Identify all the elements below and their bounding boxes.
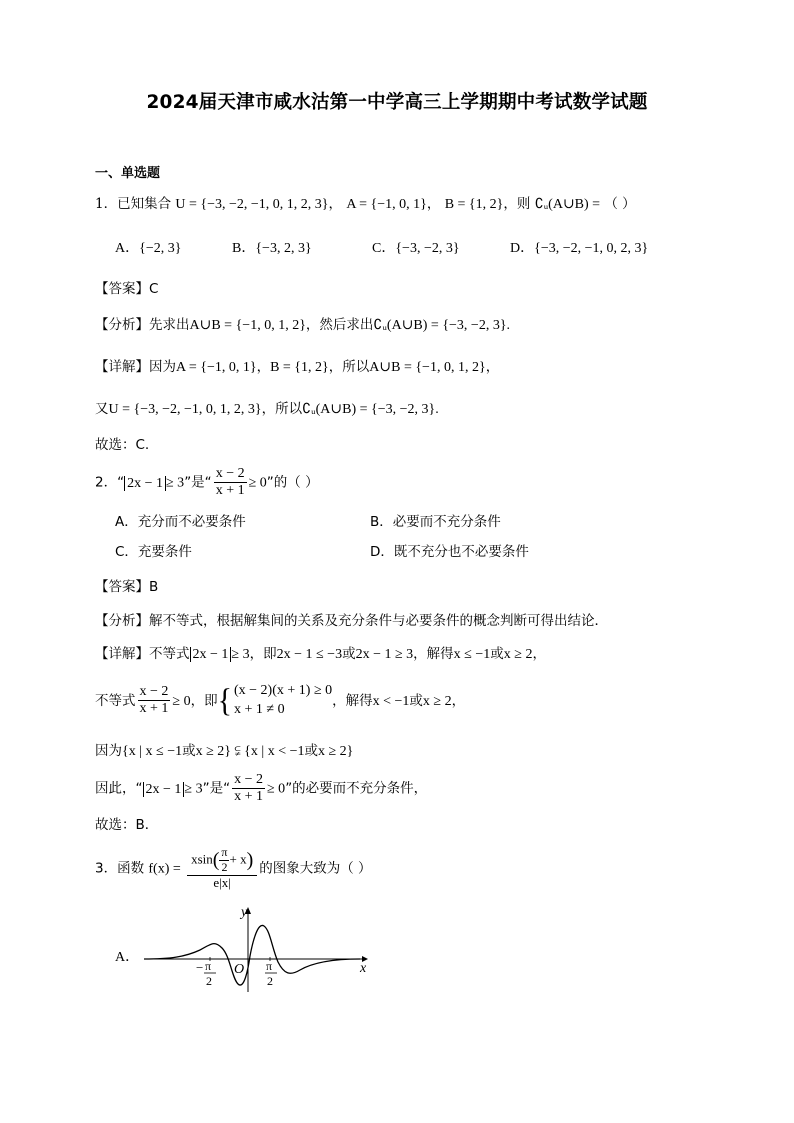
q1-option-a[interactable]: A．{−2, 3} <box>115 241 182 256</box>
neg-two-label: 2 <box>206 974 212 988</box>
origin-label: O <box>234 962 245 977</box>
q2-option-d[interactable]: D．既不充分也不必要条件 <box>370 544 529 560</box>
q3-stem: 3．函数 f(x) = xsin( $\frac{\pi}{2}$ + x) e|x| 的图象大致为（ ） <box>95 845 372 890</box>
q1-choose: 故选：C. <box>95 437 150 453</box>
q1-option-d[interactable]: D．{−3, −2, −1, 0, 2, 3} <box>510 241 649 256</box>
q2-detail-line1: 【详解】不等式 2x − 1 ≥ 3，即2x − 1 ≤ −3或2x − 1 ≥ 3，解得x ≤ −1或x ≥ 2， <box>95 646 546 662</box>
q2-analysis: 【分析】解不等式，根据解集间的关系及充分条件与必要条件的概念判断可得出结论． <box>95 613 608 629</box>
q2-detail-line2: 不等式 $\frac{x - 2}{x + 1}$ ≥ 0，即{ (x − 2)(x + 1) ≥ 0 x + 1 ≠ 0 ，解得x < −1或x ≥ 2， <box>95 682 466 719</box>
y-axis-label: y <box>241 905 248 920</box>
q1-analysis: 【分析】先求出A∪B = {−1, 0, 1, 2}，然后求出∁ᵤ(A∪B) = {−3, −2, 3}. <box>95 317 511 333</box>
neg-sign-label: − <box>196 960 204 975</box>
q2-detail-line3: 因为{x | x ≤ −1或x ≥ 2} ⫋ {x | x < −1或x ≥ 2} <box>95 743 354 759</box>
q1-stem: 1．已知集合 U = {−3, −2, −1, 0, 1, 2, 3}， A = {−1, 0, 1}， B = {1, 2}，则 ∁ᵤ(A∪B) = （ ） <box>95 196 636 212</box>
section-heading: 一、单选题 <box>95 166 161 181</box>
q2-answer: 【答案】B <box>95 579 159 595</box>
q1-answer: 【答案】C <box>95 281 159 297</box>
pos-two-label: 2 <box>267 974 273 988</box>
function-curve <box>144 925 360 985</box>
q2-stem: 2．“ 2x − 1 ≥ 3”是“ $\frac{x - 2}{x + 1}$ ≥ 0”的（ ） <box>95 466 319 499</box>
x-axis-label: x <box>360 961 367 976</box>
q3-option-a-graph[interactable] <box>140 900 380 995</box>
q3-option-a-label[interactable]: A． <box>115 950 140 965</box>
q2-choose: 故选：B． <box>95 817 159 833</box>
q1-detail-line2: 又U = {−3, −2, −1, 0, 1, 2, 3}，所以∁ᵤ(A∪B) = {−3, −2, 3}. <box>95 401 439 417</box>
pos-pi-label: π <box>266 959 273 973</box>
q2-detail-line4: 因此，“ 2x − 1 ≥ 3”是“ $\frac{x - 2}{x + 1}$ ≥ 0”的必要而不充分条件， <box>95 772 428 805</box>
q1-option-c[interactable]: C．{−3, −2, 3} <box>372 241 460 256</box>
q2-option-b[interactable]: B．必要而不充分条件 <box>370 514 501 530</box>
q1-option-b[interactable]: B．{−3, 2, 3} <box>232 241 312 256</box>
q1-detail-line1: 【详解】因为A = {−1, 0, 1}，B = {1, 2}，所以A∪B = {−1, 0, 1, 2}， <box>95 359 500 375</box>
q2-option-c[interactable]: C．充要条件 <box>115 544 192 560</box>
exam-title: 2024届天津市咸水沽第一中学高三上学期期中考试数学试题 <box>146 92 648 113</box>
q2-option-a[interactable]: A．充分而不必要条件 <box>115 514 246 530</box>
neg-pi-label: π <box>205 959 212 973</box>
